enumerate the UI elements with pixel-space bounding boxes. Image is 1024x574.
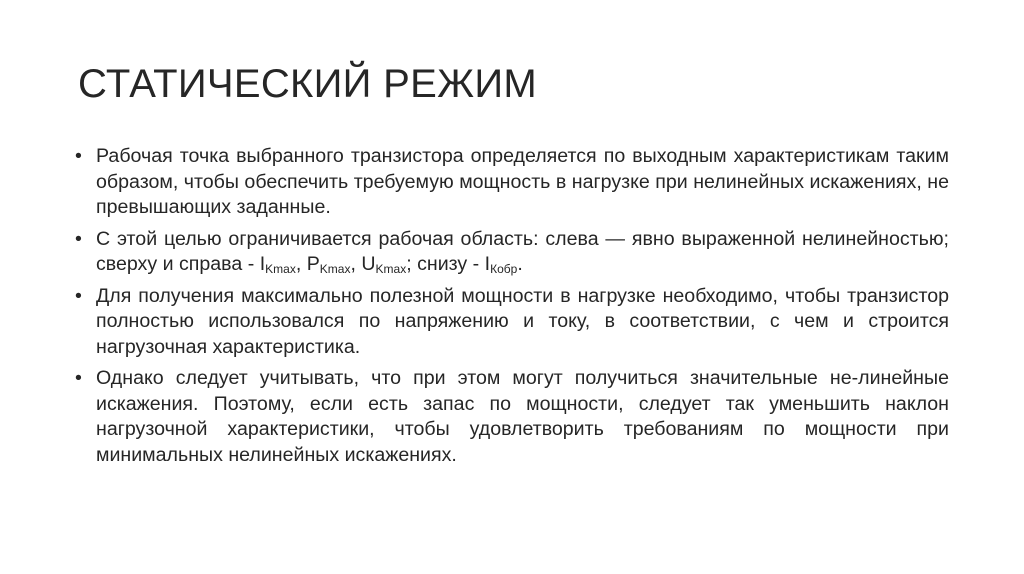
bullet-dot-icon (75, 227, 82, 253)
bullet-dot-icon (75, 284, 82, 310)
separator: , (295, 253, 307, 275)
separator: , (350, 253, 362, 275)
bullet-text: Для получения максимально полезной мощности в нагрузке необходимо, чтобы транзистор полностью использовался по напряжению и току, в соответствии, с чем и строится нагрузочная характеристика. (96, 284, 949, 358)
symbol-i: I (259, 253, 266, 275)
bullet-item (75, 227, 949, 278)
bullet-item (75, 144, 949, 221)
subscript-kmax: Kmax (375, 262, 407, 276)
bullet-dot-icon (75, 366, 82, 392)
symbol-u: U (361, 253, 376, 275)
bullet-text: . (517, 253, 523, 275)
subscript-kobr: Кобр (490, 262, 518, 276)
bullet-item (75, 366, 949, 468)
symbol-i: I (484, 253, 491, 275)
bullet-text: Рабочая точка выбранного транзистора определяется по выходным характеристикам таким образом, чтобы обеспечить требуемую мощность в нагрузке при нелинейных искажениях, не превышающих заданные. (96, 145, 949, 218)
subscript-kmax: Kmax (265, 262, 296, 276)
slide-title: СТАТИЧЕСКИЙ РЕЖИМ (78, 62, 538, 106)
subscript-kmax: Kmax (319, 262, 351, 276)
bullet-text: Однако следует учитывать, что при этом могут получиться значительные не-линейные искажения. Поэтому, если есть запас по мощности, следует так уменьшить наклон нагрузочной характеристики, чтобы удовлетворить требованиям по мощности при минимальных нелинейных искажениях. (96, 367, 949, 466)
bullet-list (75, 144, 949, 474)
bullet-item (75, 284, 949, 361)
symbol-p: P (306, 253, 320, 275)
bullet-text: С этой целью ограничивается рабочая область: слева — явно выраженной нелинейностью; сверху и справа - (96, 227, 949, 275)
bullet-dot-icon (75, 144, 82, 170)
bullet-text: ; снизу - (406, 253, 485, 275)
